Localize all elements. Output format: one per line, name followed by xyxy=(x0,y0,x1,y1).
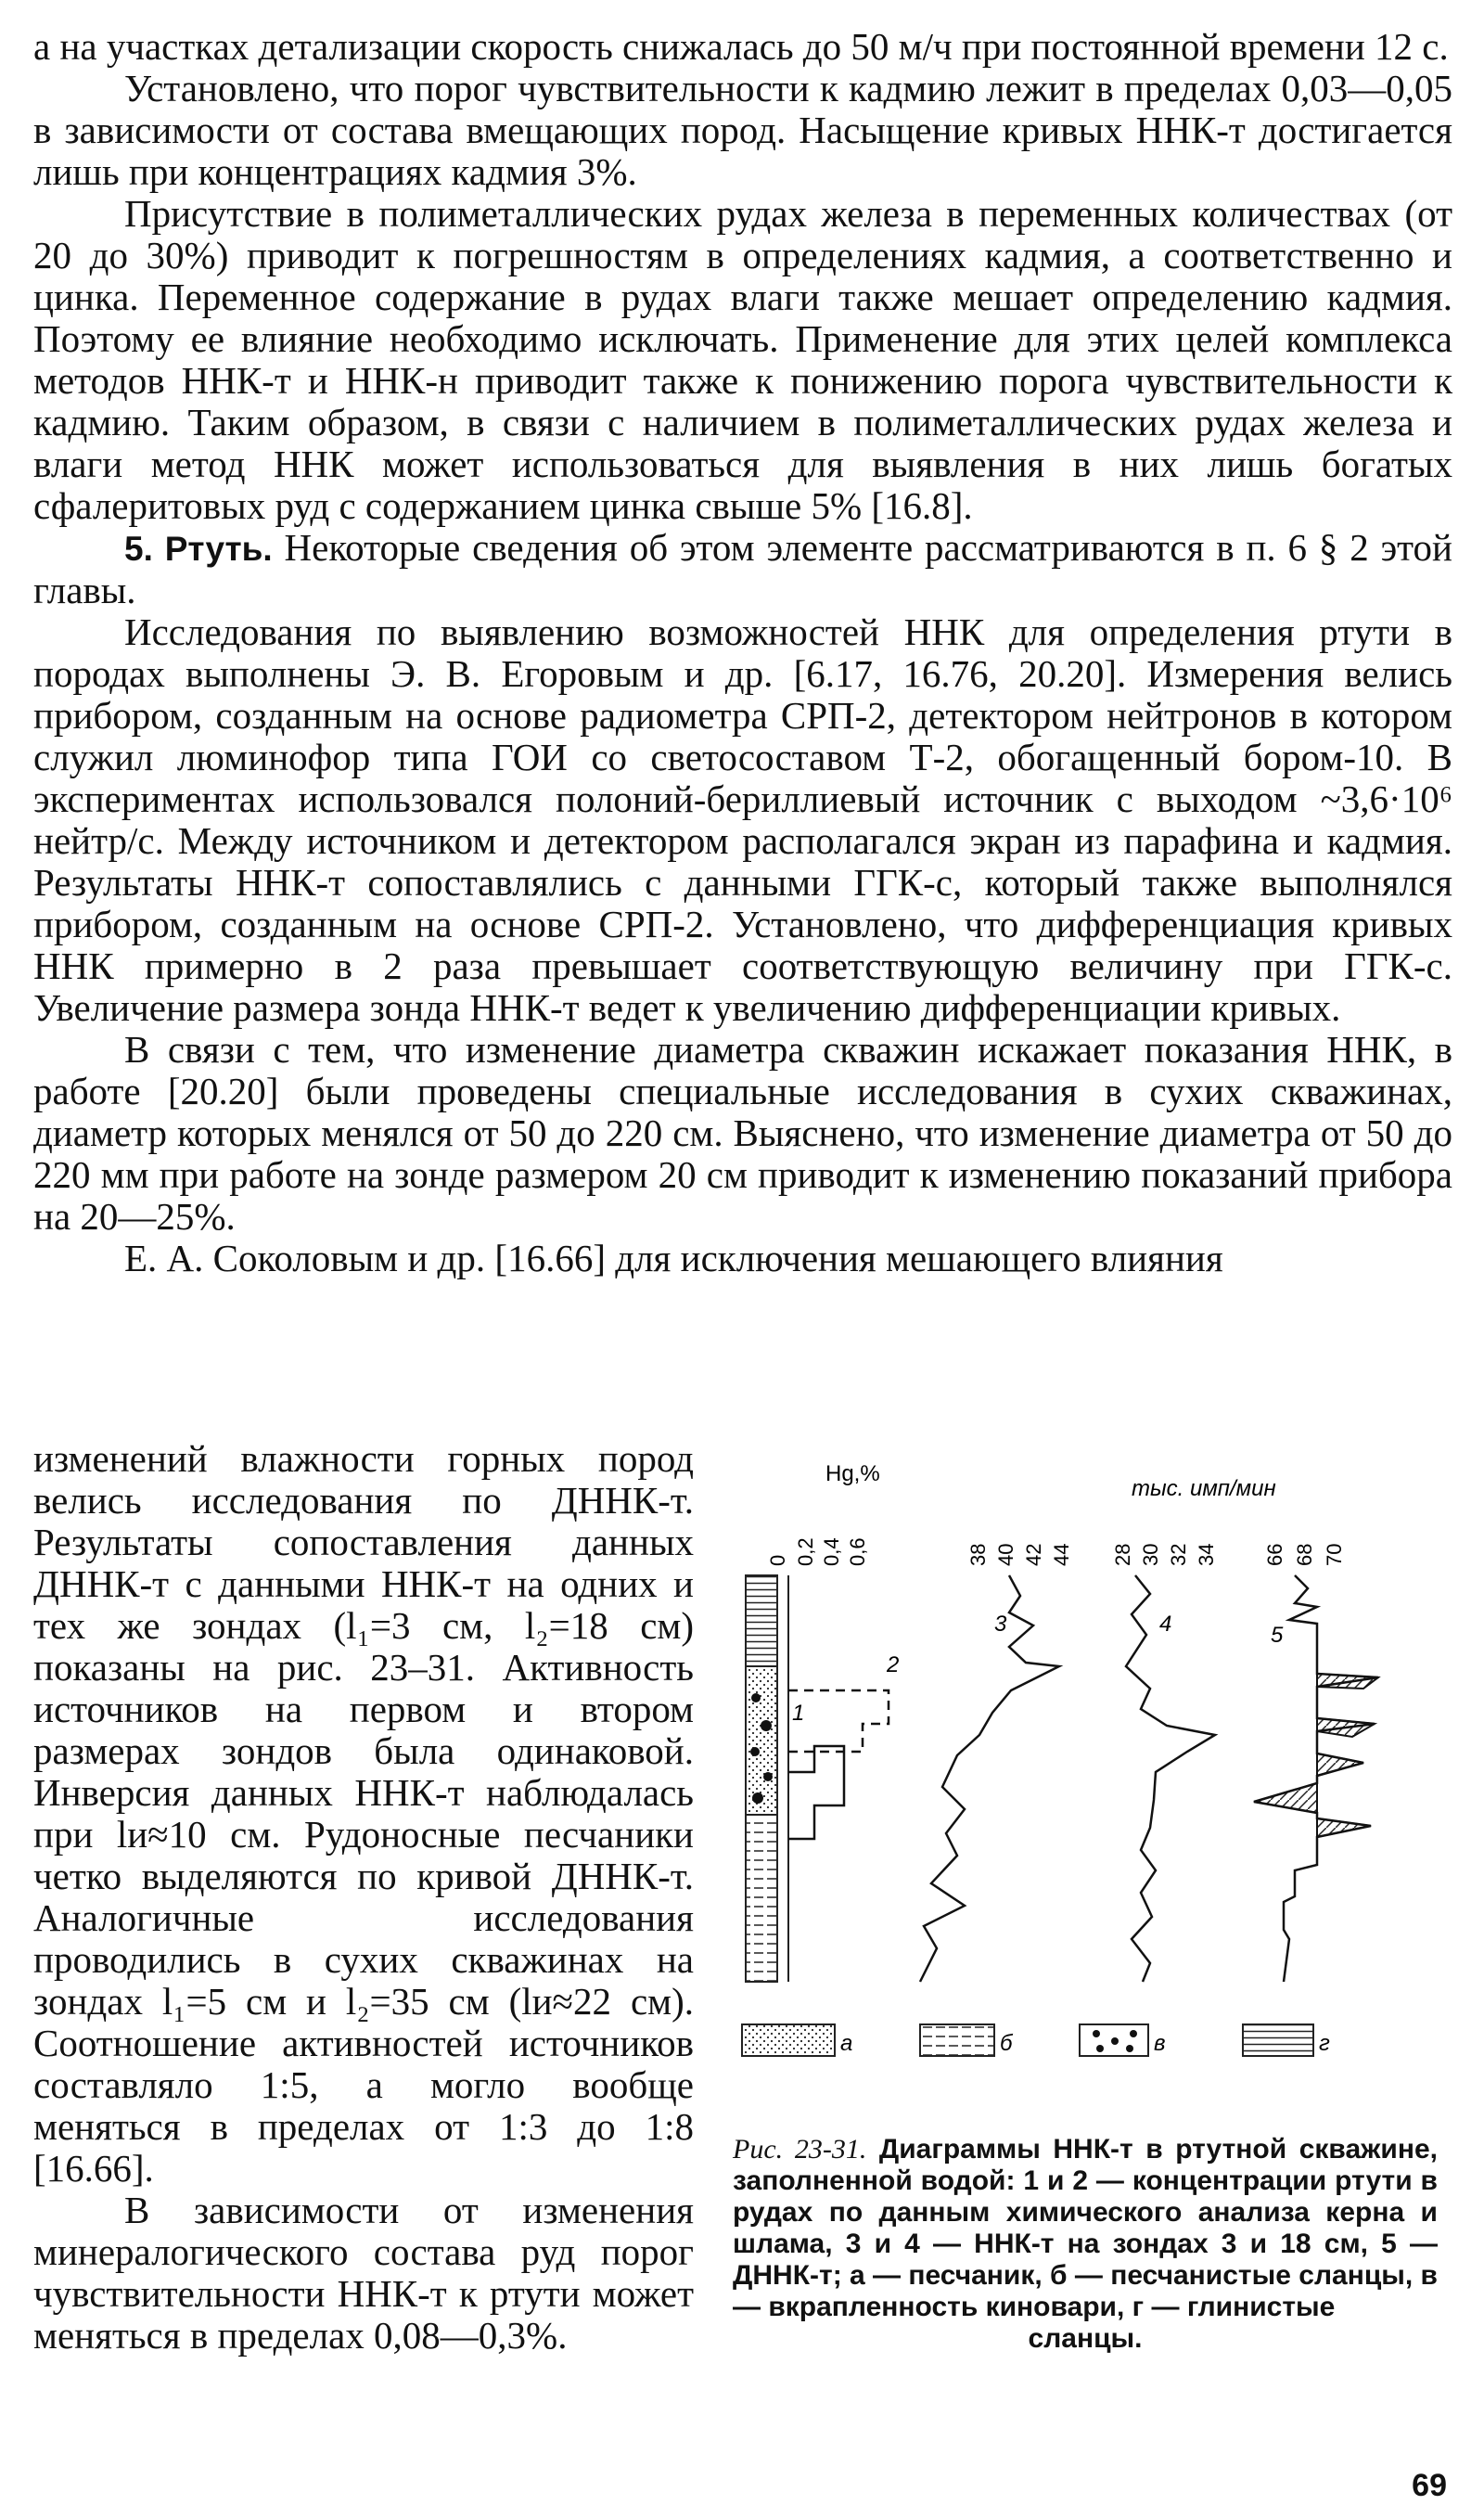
rate-axis-label: тыс. имп/мин xyxy=(1132,1476,1276,1501)
hg-tick: 0,2 xyxy=(794,1537,817,1566)
left-text-column xyxy=(33,1438,694,2357)
curve-label-2: 2 xyxy=(887,1652,900,1677)
page-number: 69 xyxy=(1412,2468,1447,2503)
paragraph: Исследования по выявлению возможностей ННК для определения ртути в породах выполнены Э. В. Егоровым и др. [6.17, 16.76, 20.20]. Измерения велись прибором, созданным на основе радиометра СРП-2, детектором нейтронов в котором служил люминофор типа ГОИ со светосоставом Т-2, обогащенный бором-10. В экспериментах использовался полоний-бериллиевый источник с выходом ~3,6·10⁶ нейтр/с. Между источником и детектором располагался экран из парафина и кадмия. Результаты ННК-т сопоставлялись с данными ГГК-с, который также выполнялся прибором, созданным на основе СРП-2. Установлено, что дифференциация кривых ННК примерно в 2 раза превышает соответствующую величину при ГГК-с. Увеличение размера зонда ННК-т ведет к увеличению дифференциации кривых. xyxy=(33,610,1452,1029)
paragraph: Е. А. Соколовым и др. [16.66] для исключения мешающего влияния xyxy=(124,1237,1223,1279)
tick-3: 44 xyxy=(1050,1543,1073,1566)
curve-label-1: 1 xyxy=(792,1701,805,1726)
paragraph: Присутствие в полиметаллических рудах железа в переменных количествах (от 20 до 30%) приводит к погрешностям в определениях кадмия, а соответственно и цинка. Переменное содержание в рудах влаги также мешает определению кадмия. Поэтому ее влияние необходимо исключать. Применение для этих целей комплекса методов ННК-т и ННК-н приводит также к понижению порога чувствительности к кадмию. Таким образом, в связи с наличием в полиметаллических рудах железа и влаги метод ННК может использоваться для выявления в них лишь богатых сфалеритовых руд с содержанием цинка свыше 5% [16.8]. xyxy=(33,192,1452,527)
caption-text: Диаграммы ННК-т в ртутной скважине, заполненной водой: 1 и 2 — концентрации ртути в рудах по данным химического анализа керна и шлама, 3 и 4 — ННК-т на зондах 3 и 18 см, 5 — ДННК-т; а — песчаник, б — песчанистые сланцы, в — вкрапленность киновари, г — глинистые xyxy=(733,2134,1438,2322)
paragraph: Установлено, что порог чувствительности к кадмию лежит в пределах 0,03—0,05 в зависимости от состава вмещающих пород. Насыщение кривых ННК-т достигается лишь при концентрациях кадмия 3%. xyxy=(33,67,1452,193)
curve-3 xyxy=(920,1575,1059,1982)
hg-axis-label: Hg,% xyxy=(825,1461,880,1486)
curve-1 xyxy=(788,1746,844,1839)
legend-label-b: б xyxy=(1000,2031,1013,2056)
main-text-column xyxy=(33,26,1452,1279)
caption-label: Рис. 23-31. xyxy=(733,2134,867,2165)
paragraph: а на участках детализации скорость снижалась до 50 м/ч при постоянной времени 12 с. xyxy=(33,25,1449,68)
curve-label-5: 5 xyxy=(1271,1623,1284,1648)
paragraph-section-mercury xyxy=(33,527,1452,611)
hg-tick: 0 xyxy=(766,1554,789,1566)
legend-label-g: г xyxy=(1319,2031,1330,2056)
curve-label-4: 4 xyxy=(1159,1612,1172,1637)
tick-3: 40 xyxy=(994,1543,1017,1566)
section-heading: 5. Ртуть. xyxy=(124,530,273,568)
paragraph: изменений влажности горных пород велись исследования по ДННК-т. Результаты сопоставления данных ДННК-т с данными ННК-т на одних и тех же зондах (l₁=3 см, l₂=18 см) показаны на рис. 23–31. Активность источников на первом и втором размерах зондов была одинаковой. Инверсия данных ННК-т наблюдалась при lи≈10 см. Рудоносные песчаники четко выделяются по кривой ДННК-т. Аналогичные исследования проводились в сухих скважинах на зондах l₁=5 см и l₂=35 см (lи≈22 см). Соотношение активностей источников составляло 1:5, а могло вообще меняться в пределах от 1:3 до 1:8 [16.66]. xyxy=(33,1437,694,2190)
paragraph-text: Некоторые сведения об этом элементе рассматриваются в п. 6 § 2 этой главы. xyxy=(33,526,1452,611)
tick-5: 70 xyxy=(1323,1543,1346,1566)
figure-caption xyxy=(733,2134,1438,2355)
paragraph: В связи с тем, что изменение диаметра скважин искажает показания ННК, в работе [20.20] были проведены специальные исследования в сухих скважинах, диаметр которых менялся от 50 до 220 см. Выяснено, что изменение диаметра от 50 до 220 мм при работе на зонде размером 20 см приводит к изменению показаний прибора на 20—25%. xyxy=(33,1028,1452,1238)
tick-3: 38 xyxy=(966,1543,990,1566)
caption-end: сланцы. xyxy=(1028,2323,1143,2354)
hg-tick: 0,6 xyxy=(846,1537,869,1566)
tick-5: 68 xyxy=(1293,1543,1316,1566)
legend xyxy=(742,2024,1330,2056)
curve-label-3: 3 xyxy=(994,1612,1007,1637)
tick-5: 66 xyxy=(1263,1543,1286,1566)
lithology-column xyxy=(746,1575,777,1982)
legend-label-v: в xyxy=(1154,2031,1166,2056)
tick-4: 32 xyxy=(1167,1543,1190,1566)
tick-4: 30 xyxy=(1139,1543,1162,1566)
paragraph: В зависимости от изменения минералогического состава руд порог чувствительности ННК-т к ртути может меняться в пределах 0,08—0,3%. xyxy=(33,2189,694,2357)
well-log-diagram xyxy=(714,1457,1456,2125)
legend-label-a: а xyxy=(840,2031,853,2056)
tick-4: 34 xyxy=(1195,1543,1218,1566)
tick-3: 42 xyxy=(1022,1543,1045,1566)
tick-4: 28 xyxy=(1111,1543,1134,1566)
hg-tick: 0,4 xyxy=(820,1537,843,1566)
